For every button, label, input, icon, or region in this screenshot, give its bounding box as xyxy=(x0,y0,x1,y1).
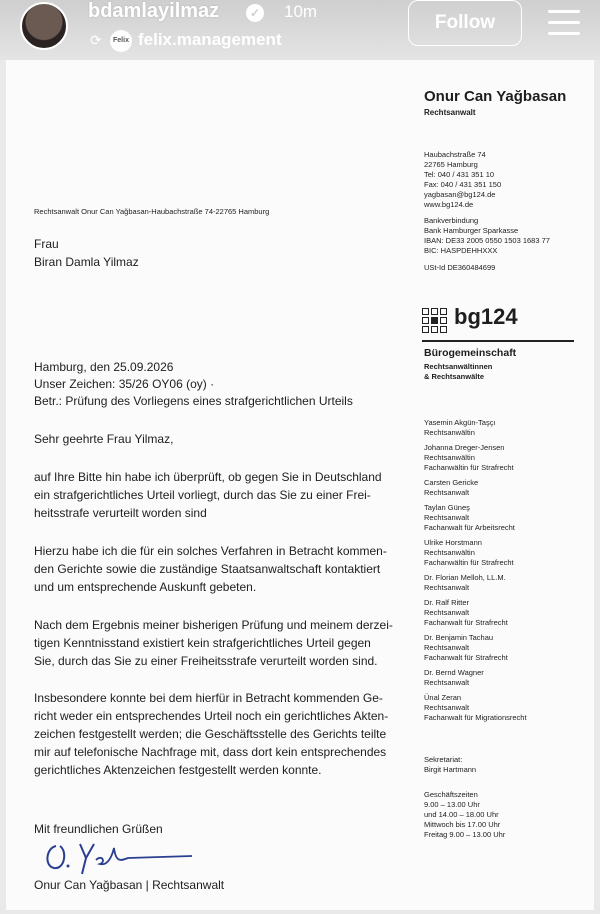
bank-details: Bankverbindung Bank Hamburger Sparkasse IBAN: DE33 2005 0550 1503 1683 77 BIC: HASPDEHHXXX xyxy=(424,216,550,255)
lawyer-entry: Carsten Gericke Rechtsanwalt xyxy=(424,478,479,497)
salutation: Sehr geehrte Frau Yilmaz, xyxy=(34,432,174,446)
lawyer-list xyxy=(424,418,527,728)
bg124-logo-text: bg124 xyxy=(454,304,518,329)
collab-icon: ⟳ xyxy=(90,32,102,48)
lawyer-entry: Dr. Benjamin Tachau Rechtsanwalt Fachanwalt für Strafrecht xyxy=(424,633,508,662)
lawyer-entry: Taylan Güneş Rechtsanwalt Fachanwalt für Arbeitsrecht xyxy=(424,503,515,532)
lawyer-entry: Dr. Bernd Wagner Rechtsanwalt xyxy=(424,668,484,687)
sender-line: Rechtsanwalt Onur Can Yağbasan-Haubachstraße 74-22765 Hamburg xyxy=(34,207,270,216)
closing: Mit freundlichen Grüßen xyxy=(34,822,163,836)
office-subtitle: Rechtsanwältinnen & Rechtsanwälte xyxy=(424,362,493,381)
paragraph: auf Ihre Bitte hin habe ich überprüft, ob gegen Sie in Deutschland ein strafgerichtliches Urteil vorliegt, durch das Sie zu einer Frei- heitsstrafe verurteilt worden sind xyxy=(34,470,382,520)
subject: Betr.: Prüfung des Vorliegens eines strafgerichtlichen Urteils xyxy=(34,394,353,408)
recipient: Frau Biran Damla Yilmaz xyxy=(34,237,139,269)
signature xyxy=(42,836,202,880)
reference: Unser Zeichen: 35/26 OY06 (oy) · xyxy=(34,377,215,391)
verified-badge-icon: ✓ xyxy=(246,4,264,22)
firm-address: Haubachstraße 74 22765 Hamburg Tel: 040 / 431 351 10 Fax: 040 / 431 351 150 yagbasan@bg124.de www.bg124.de xyxy=(424,150,502,209)
post-time: 10m xyxy=(284,2,318,21)
menu-icon[interactable] xyxy=(548,10,580,43)
paragraph: Insbesondere konnte bei dem hierfür in Betracht kommenden Ge- richt weder ein entsprechendes Urteil noch ein gerichtliches Akten- zeichen festgestellt werden; die Geschäftsstelle des Gerichts teilte mir auf telefonische Nachfrage mit, dass dort kein entsprechendes gerichtliches Aktenzeichen festgestellt werden konnte. xyxy=(34,691,389,777)
lawyer-entry: Dr. Florian Melloh, LL.M. Rechtsanwalt xyxy=(424,573,506,592)
collab-name[interactable]: felix.management xyxy=(138,30,282,49)
divider xyxy=(422,340,574,342)
username[interactable]: bdamlayilmaz xyxy=(88,0,220,22)
signature-name: Onur Can Yağbasan | Rechtsanwalt xyxy=(34,878,225,892)
letter-date: Hamburg, den 25.09.2026 xyxy=(34,360,174,374)
follow-button[interactable]: Follow xyxy=(408,0,522,46)
story-header xyxy=(0,0,600,60)
lawyer-entry: Dr. Ralf Ritter Rechtsanwalt Fachanwalt für Strafrecht xyxy=(424,598,508,627)
lawyer-entry: Yasemin Akgün-Taşçı Rechtsanwältin xyxy=(424,418,496,437)
firm-title: Rechtsanwalt xyxy=(424,108,476,117)
paragraph: Hierzu habe ich die für ein solches Verfahren in Betracht kommen- den Gerichte sowie die zuständige Staatsanwaltschaft kontaktiert und um entsprechende Auskunft gebeten. xyxy=(34,544,387,594)
bg124-logo-icon xyxy=(422,308,450,334)
secretariat: Sekretariat: Birgit Hartmann xyxy=(424,755,477,774)
avatar[interactable] xyxy=(20,2,68,50)
lawyer-entry: Johanna Dreger-Jensen Rechtsanwältin Fachanwältin für Strafrecht xyxy=(424,443,514,472)
firm-name: Onur Can Yağbasan xyxy=(424,88,567,105)
office-name: Bürogemeinschaft xyxy=(424,347,517,359)
paragraph: Nach dem Ergebnis meiner bisherigen Prüfung und meinem derzei- tigen Kenntnisstand existiert kein strafgerichtliches Urteil gegen Sie, durch das Sie zu einer Freiheitsstrafe verurteilt worden sind. xyxy=(34,618,393,668)
lawyer-entry: Ulrike Horstmann Rechtsanwältin Fachanwältin für Strafrecht xyxy=(424,538,514,567)
office-hours: Geschäftszeiten 9.00 – 13.00 Uhr und 14.00 – 18.00 Uhr Mittwoch bis 17.00 Uhr Freitag 9.00 – 13.00 Uhr xyxy=(424,790,506,839)
lawyer-entry: Ünal Zeran Rechtsanwalt Fachanwalt für Migrationsrecht xyxy=(424,693,527,722)
collab-avatar[interactable]: Felix xyxy=(110,30,132,52)
vat-id: USt-Id DE360484699 xyxy=(424,263,496,272)
letter-document xyxy=(6,60,594,910)
